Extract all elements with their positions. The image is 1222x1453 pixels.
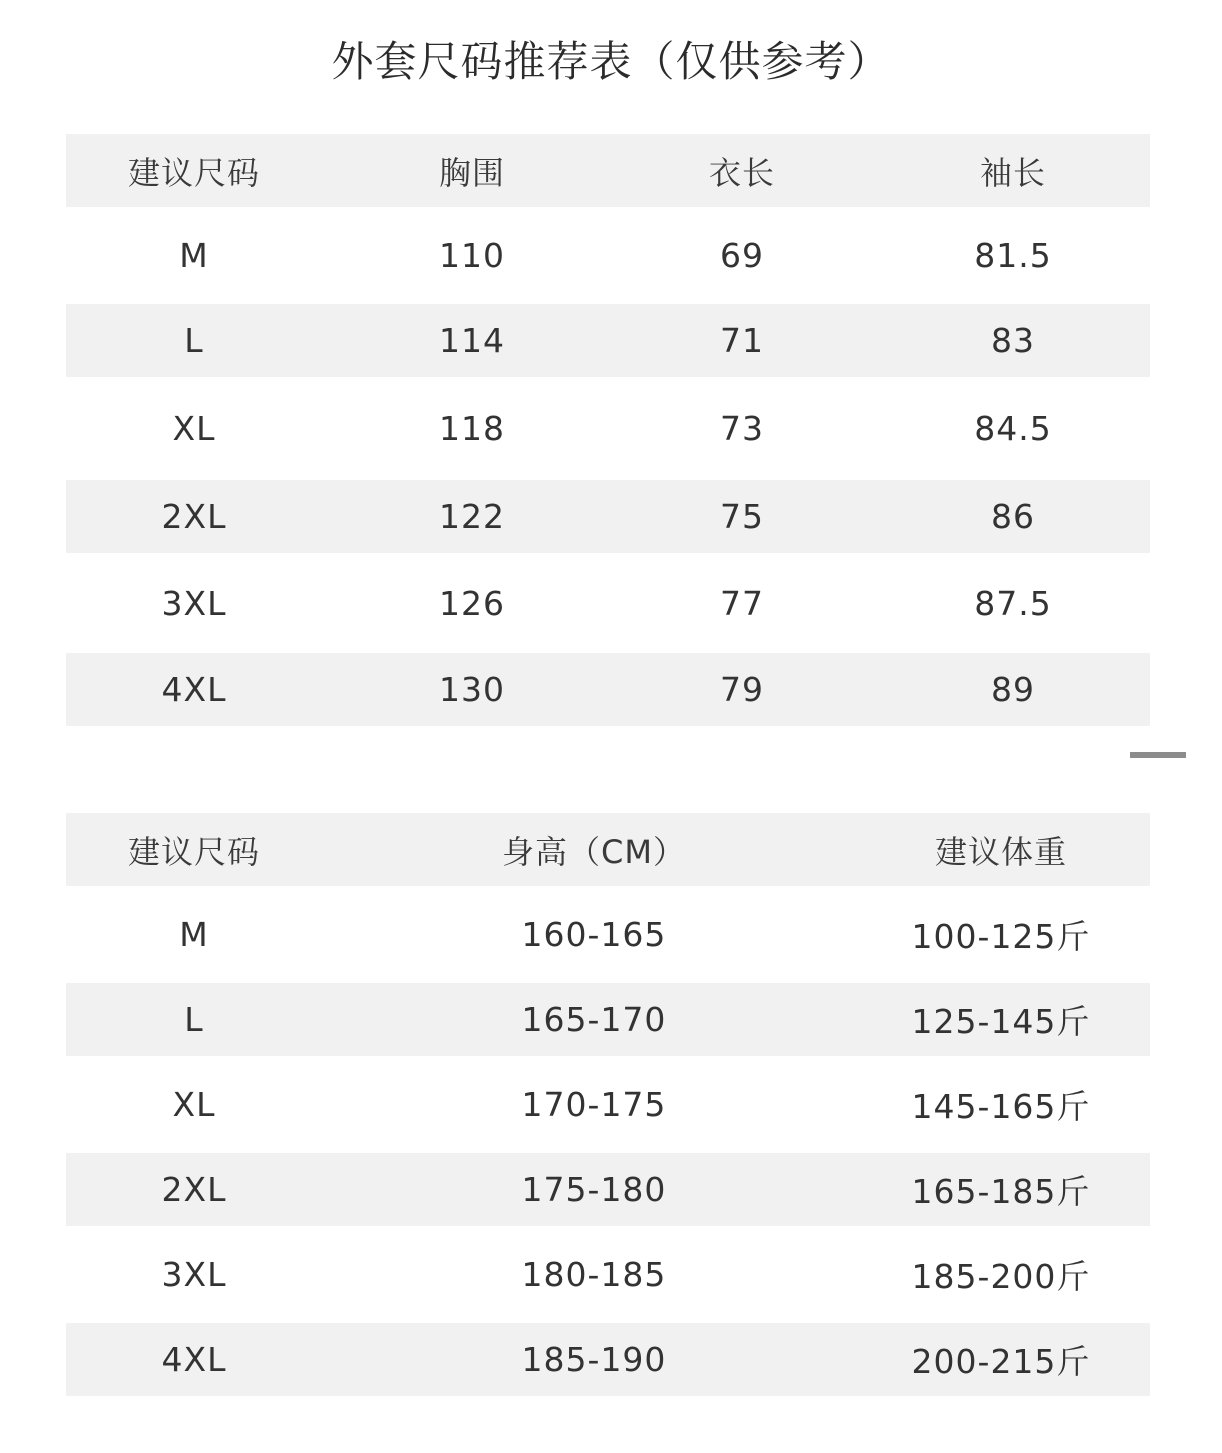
size-cell: 3XL <box>161 1255 227 1294</box>
chest-cell: 118 <box>439 409 505 448</box>
chest-cell: 126 <box>439 583 505 623</box>
chest-cell: 122 <box>439 497 505 536</box>
weight-cell: 100-125斤 <box>911 917 1091 956</box>
size-cell: XL <box>172 1085 216 1124</box>
height-cell: 180-185 <box>521 1255 667 1294</box>
chest-cell: 114 <box>439 321 505 360</box>
weight-cell: 125-145斤 <box>911 1002 1091 1041</box>
length-cell: 77 <box>720 583 764 623</box>
length-cell: 75 <box>720 497 764 536</box>
sleeve-cell: 86 <box>991 497 1035 536</box>
table-row <box>66 1323 1150 1396</box>
height-cell: 175-180 <box>521 1170 667 1209</box>
table-row <box>66 1226 1150 1323</box>
length-cell: 71 <box>720 321 764 360</box>
height-cell: 165-170 <box>521 1000 667 1039</box>
chest-cell: 110 <box>439 236 505 275</box>
size-cell: L <box>184 321 204 360</box>
sleeve-cell: 81.5 <box>974 236 1052 275</box>
table-header-row <box>66 813 1150 886</box>
table-header-row <box>66 134 1150 207</box>
sleeve-cell: 87.5 <box>974 583 1052 623</box>
size-measurement-table <box>66 134 1150 726</box>
height-cell: 170-175 <box>521 1085 667 1124</box>
scroll-indicator <box>1130 752 1186 758</box>
size-cell: 2XL <box>161 497 227 536</box>
header-size: 建议尺码 <box>127 832 260 871</box>
sleeve-cell: 89 <box>991 670 1035 709</box>
size-cell: 3XL <box>161 583 227 623</box>
weight-cell: 185-200斤 <box>911 1257 1091 1296</box>
length-cell: 73 <box>720 409 764 448</box>
sleeve-cell: 84.5 <box>974 409 1052 448</box>
table-row <box>66 653 1150 726</box>
table-row <box>66 207 1150 304</box>
table-row <box>66 377 1150 480</box>
table-row <box>66 886 1150 983</box>
weight-cell: 165-185斤 <box>911 1172 1091 1211</box>
table-row <box>66 480 1150 553</box>
height-cell: 160-165 <box>521 915 667 954</box>
header-length: 衣长 <box>708 153 775 192</box>
size-height-weight-table <box>66 813 1150 1396</box>
header-height: 身高（CM） <box>502 832 686 871</box>
header-chest: 胸围 <box>438 153 505 192</box>
height-cell: 185-190 <box>521 1340 667 1379</box>
size-cell: 4XL <box>161 670 227 709</box>
table-row <box>66 304 1150 377</box>
size-cell: L <box>184 1000 204 1039</box>
weight-cell: 145-165斤 <box>911 1087 1091 1126</box>
table-row <box>66 983 1150 1056</box>
length-cell: 79 <box>720 670 764 709</box>
weight-cell: 200-215斤 <box>911 1342 1091 1381</box>
size-cell: M <box>179 915 209 954</box>
page-title: 外套尺码推荐表（仅供参考） <box>331 37 891 86</box>
size-cell: 4XL <box>161 1340 227 1379</box>
size-cell: XL <box>172 409 216 448</box>
sleeve-cell: 83 <box>991 321 1035 360</box>
size-cell: 2XL <box>161 1170 227 1209</box>
table-row <box>66 553 1150 653</box>
length-cell: 69 <box>720 236 764 275</box>
size-cell: M <box>179 236 209 275</box>
table-row <box>66 1153 1150 1226</box>
table-row <box>66 1056 1150 1153</box>
header-sleeve: 袖长 <box>979 153 1046 192</box>
chest-cell: 130 <box>439 670 505 709</box>
header-weight: 建议体重 <box>934 832 1067 871</box>
header-size: 建议尺码 <box>127 153 260 192</box>
